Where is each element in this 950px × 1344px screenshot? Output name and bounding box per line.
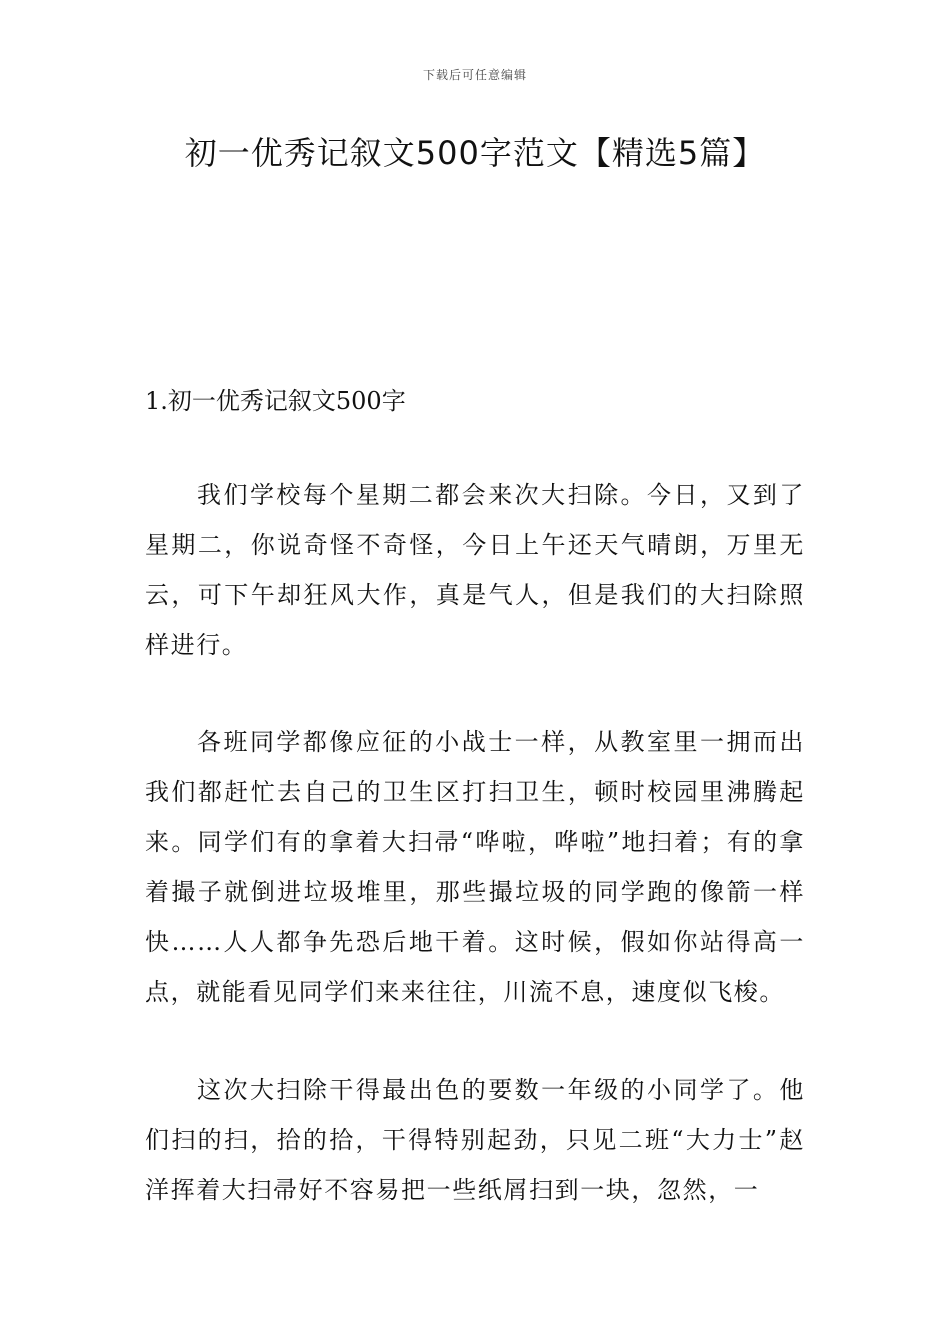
paragraph-3: 这次大扫除干得最出色的要数一年级的小同学了。他们扫的扫，拾的拾，干得特别起劲，只见二班“大力士”赵洋挥着大扫帚好不容易把一些纸屑扫到一块，忽然，一 <box>145 1076 805 1204</box>
paragraph-1: 我们学校每个星期二都会来次大扫除。今日，又到了星期二，你说奇怪不奇怪，今日上午还天气晴朗，万里无云，可下午却狂风大作，真是气人，但是我们的大扫除照样进行。 <box>145 481 805 659</box>
paragraph-2: 各班同学都像应征的小战士一样，从教室里一拥而出我们都赶忙去自己的卫生区打扫卫生，顿时校园里沸腾起来。同学们有的拿着大扫帚“哗啦，哗啦”地扫着；有的拿着撮子就倒进垃圾堆里，那些撮垃圾的同学跑的像箭一样快……人人都争先恐后地干着。这时候，假如你站得高一点，就能看见同学们来来往往，川流不息，速度似飞梭。 <box>145 728 805 1006</box>
header-note: 下载后可任意编辑 <box>422 68 527 82</box>
document-title: 初一优秀记叙文500字范文【精选5篇】 <box>184 134 766 172</box>
section-heading: 1.初一优秀记叙文500字 <box>145 387 406 415</box>
